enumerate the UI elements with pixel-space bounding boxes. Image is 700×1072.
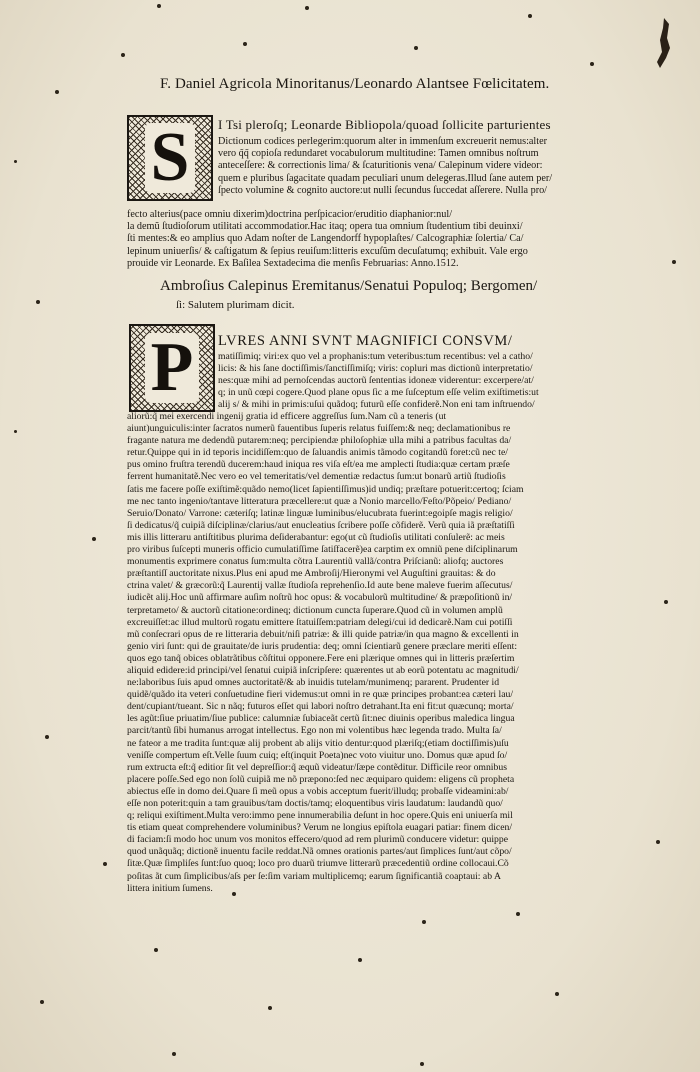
text-line: fecto alterius(pace omniu dixerim)doctrina perſpicacior/eruditio diaphanior:nul/: [127, 209, 453, 220]
text-line: ne fateor a me tradita ſunt:quæ alij probent ab alijs vitio dentur:quod plæriſq;(etiam doctiſſimis)uſu: [127, 737, 509, 749]
text-line: veniſſe compertum eſt.Velle ſuum cuiq; eſt(inquit Poeta)nec voto viuitur uno. Domus quæ apud ſo/: [127, 749, 508, 761]
ink-speck: [45, 735, 49, 739]
text-line: quod unãquãq; dictionẽ inuentu facile reddat.Nã omnes orationis partes/aut ſimplices ſunt/aut cõpo/: [127, 846, 512, 858]
text-line: parcit/tantũ ſibi humanus arrogat intellectus. Ego non mi volentibus hæc legenda trado. Multa ſa/: [127, 725, 502, 737]
text-line: placere poſſe.Sed ego non ſolũ cuipiã me nõ præpono:ſed nec æquiparo quidem: eligens cũ propheta: [127, 773, 515, 785]
ink-speck: [14, 430, 17, 433]
page-edge-stain: [654, 18, 672, 70]
text-line: la demũ ſtudioſorum utilitati accommodatior.Hac itaq; opera tua omnium ſtudentium tibi deuinxi/: [127, 221, 523, 233]
text-line: tis etiam queat comprehendere voluminibus? Verum ne longius epiſtola euagari patiar: finem dicen/: [127, 822, 513, 834]
initial-letter: S: [145, 123, 196, 193]
text-line: Dictionum codices perlegerim:quorum alter in immenſum excreuerit nemus:alter: [218, 136, 548, 147]
text-line: retur.Quippe qui in id teporis incidiſſem:quo de ſaluandis animis tãmodo cogitandũ foret:cũ nec te/: [127, 447, 508, 459]
text-line: mis illis litteraru antiſtitibus plurima deſiderabantur: ego(ut cũ ſtudioſis utilitati conſulerẽ: ac meis: [127, 531, 505, 543]
text-line: ſpecto volumine & cognito auctore:ut nulli ſecundus ſuccedat aſſerere. Nulla pro/: [218, 184, 548, 196]
text-line: ſatis me facere poſſe exiſtimẽ:quãdo nemo(licet ſapientiſſimus)id undiq; præſtare potuerit:certoq; ſciam: [127, 483, 524, 495]
ink-speck: [172, 1052, 176, 1056]
ink-speck: [55, 90, 59, 94]
ink-speck: [154, 948, 158, 952]
ink-speck: [40, 1000, 44, 1004]
ink-speck: [590, 62, 594, 66]
text-line: anteceſſere: & correctionis lima/ & ſcaturitionis vena/ Calepinum videre videor:: [218, 160, 543, 172]
text-line: fragante natura me dedendũ putarem:neq; percipiendæ philoſophiæ ulla mihi a patribus facultas da/: [127, 435, 512, 447]
text-line: ne:laboribus ſuis apud omnes auctoritatẽ/& ab inuidis tutelam/munimenq; pararent. Prudenter id: [127, 677, 500, 689]
text-line: poſitas ãt cum ſimplicibus/aſs per ſe:ſim variam multiplicemq; earum ſignificantiã coaptaui: ab A: [127, 870, 501, 882]
ink-speck: [243, 42, 247, 46]
ink-speck: [672, 260, 676, 264]
ink-speck: [414, 46, 418, 50]
text-line: ſi dedicatus/q̃ cuipiã diſciplinæ/clarius/aut enucleatius ſcribere poſſe cõfiderẽ. Verũ quia iã præſtatiſſi: [127, 519, 515, 531]
ink-speck: [656, 840, 660, 844]
ink-speck: [14, 160, 17, 163]
ink-speck: [92, 537, 96, 541]
text-line: prouide vir Leonarde. Ex Baſilea Sextadecima die menſis Februarias: Anno.1512.: [127, 257, 459, 269]
preface-paragraph-beside-initial: [218, 351, 620, 411]
decorated-initial-p: [129, 324, 215, 412]
text-line: q; in unũ cœpi cogere.Quod plane opus ſic a me ſuſceptum eſſe velim exiſtimetis:ut: [218, 387, 539, 399]
ink-speck: [528, 14, 532, 18]
text-line: di faciam:ſi modo hoc unum vos monitos effecero/quod ad rem plurimũ conducere videtur: quippe: [127, 834, 509, 846]
text-line: ctrina valet/ & græcorũ:q̃ Laurentij vallæ ſtudioſa reprehenſio.Id aute bene maleve fuerim aſſecutus/: [127, 580, 513, 592]
text-line: vero q̃q̃ copioſa redundaret vocabulorum multitudine: Tamen omnibus noſtrum: [218, 148, 539, 160]
ink-speck: [103, 862, 107, 866]
dedication-paragraph-beside-initial: [218, 136, 620, 197]
dedication-lead-line: I Tsi pleroſq; Leonarde Bibliopola/quoad ſollicite parturientes: [218, 117, 551, 132]
ink-speck: [555, 992, 559, 996]
ink-speck: [268, 1006, 272, 1010]
text-line: præſtantiſſ auctoritate nixus.Plus eni apud me Ambroſij/Hieronymi vel Auguſtini grauitas: & do: [127, 568, 496, 580]
text-line: matiſſimiq; viri:ex quo vel a prophanis:tum veteribus:tum recentibus: vel a catho/: [218, 351, 533, 362]
text-line: quidẽ/quãdo ita veteri conſuetudine fieri videmus:ut omni in re quæ principes probant:ea cæteri lau/: [127, 689, 514, 701]
text-line: lepinum uniuerſis/ & caſtigatum & ſepius reuiſum:litteris excuſũm decuſatumq; exhibuit. Vale ergo: [127, 245, 528, 257]
ink-speck: [516, 912, 520, 916]
text-line: rum extructa eſt:q̃ editior ſit vel depreſſior:q̃ æquũ videatur/ſæpe contẽditur. Difficile reor omnibus: [127, 761, 507, 773]
text-line: aliquid edidere:id principi/vel ſenatui cuipiã inſcripſere: quærentes ut ab eorũ potentatu ac magnitudi/: [127, 664, 519, 676]
text-line: licis: & his ſane doctiſſimis/ſanctiſſimiſq; viris: copluri mas dictionũ interpretatio/: [218, 363, 533, 375]
ink-speck: [664, 600, 668, 604]
ink-speck: [305, 6, 309, 10]
text-line: aiunt)unguiculis:inter ſacratos numerũ fauentibus ſuperis relatus fuiſſem:& neq; declamationibus re: [127, 423, 511, 435]
preface-paragraph-full-width: [127, 411, 621, 895]
text-line: Seruio/Donato/ Varrone: cæteriſq; latinæ linguæ luminibus/elucubrata fuerint:egoipſe magis religio/: [127, 507, 513, 519]
text-line: quos ego tanq̃ obices oblatrãtibus cõſtitui opponere.Fere eni plærique omnes qui in litteris præſertim: [127, 652, 515, 664]
text-line: me nec tanto ingenio/tantave litteratura præcellere:ut quæ a Nonio marcello/Feſto/Põpeio/ Pediano/: [127, 495, 512, 507]
ink-speck: [358, 958, 362, 962]
ink-speck: [36, 300, 40, 304]
decorated-initial-s: [127, 115, 213, 201]
text-line: iudicẽt alij.Hoc unũ affirmare auſim noſtrũ hoc opus: & vocabulorũ multitudine/ & præpoſitionũ in/: [127, 592, 513, 604]
initial-letter: P: [145, 333, 200, 403]
text-line: littera initium ſumens.: [127, 882, 213, 894]
ink-speck: [422, 920, 426, 924]
ink-speck: [157, 4, 161, 8]
text-line: quem e pluribus ſagacitate quadam peculiari unum delegeras.Illud ſane autem per/: [218, 172, 553, 184]
ink-speck: [121, 53, 125, 57]
text-line: ferrent humanitatẽ.Nec vero eo vel temeritatis/vel dementiæ redactus ſum:ut bonarũ artiũ ſtudioſis: [127, 471, 506, 483]
text-line: pro viribus ſuſcepti muneris officio cumulatiſſime ſatiſfacerẽ)ea carptim ex omniũ pene diſciplinarum: [127, 544, 518, 556]
text-line: aliorũ:q̃ mei exercendi ingenij gratia id efficere aggreſſus ſum.Nam cũ a teneris (ut: [127, 411, 447, 422]
ink-speck: [420, 1062, 424, 1066]
text-line: dent/cupiant/tueant. Sic n nãq; futuros eſſet qui labori noſtro detrahant.Ita eni fit:ut quæcunq; morta/: [127, 701, 514, 713]
text-line: abiectus eſſe in domo dei.Quare ſi meũ opus a vobis acceptum fuerit/illudq; probaſſe videamini:ab/: [127, 785, 509, 797]
text-line: mũ conſecrari opus de re litteraria debuit/niſi patriæ: & illi quide patriæ/in qua magno & excellenti in: [127, 628, 519, 640]
text-line: ſti mentes:& eo amplius quo Adam noſter de Langendorff hypoplaſtes/ Calcographiæ ſolertia/ Ca/: [127, 233, 524, 245]
text-line: eſſe non poterit:quin a tam grauibus/tam doctis/tamq; eloquentibus viris laudatum: laudandũ quo/: [127, 798, 503, 809]
dedication-paragraph-full-width: [127, 209, 621, 270]
text-line: monumentis exprimere conatus ſum:multa cõtra Laurentiũ vallã/contra Priſcianũ: aliofq; auctores: [127, 556, 504, 568]
text-line: pus omino fruſtra terendũ ducerem:haud iniqua res viſa eſt/ea me amplecti ſtudia:quæ certam præſe: [127, 459, 510, 471]
text-line: nes:quæ mihi ad pernoſcendas auctorũ ſententias idoneæ viderentur: excerpere/at/: [218, 375, 534, 387]
text-line: terpretameto/ & auctorũ citatione:ordineq; dictionum cuncta ſuperare.Quod cũ in volumen amplũ: [127, 604, 503, 616]
preface-lead-line: LVRES ANNI SVNT MAGNIFICI CONSVM/: [218, 333, 513, 349]
preface-heading-continuation: ſi: Salutem plurimam dicit.: [176, 299, 295, 311]
text-line: excreuiſſet:ac illud multorũ rogatu emittere ſtatuiſſem:patriam delegi/cui id dedicarẽ.Nam cui potiſſi: [127, 616, 513, 628]
text-line: ſitæ.Quæ ſimpliſes ſunt:ſuo quoq; loco pro duarũ triumve litterarũ præcedentiũ ordine collocaui.Cõ: [127, 858, 509, 870]
text-line: genio viri ſunt: qui de grauitate/de iuris prudentia: deq; omni ſcientiarũ genere præclare meriti eſſent:: [127, 640, 518, 652]
dedication-heading: F. Daniel Agricola Minoritanus/Leonardo Alantsee Fœlicitatem.: [160, 76, 550, 92]
text-line: alij s/ & mihi in primis:uſui quãdoq; futurũ eſſe confiderẽ.Non eni tam inſtruendo/: [218, 399, 535, 411]
text-line: q; reliqui exiſtiment.Multa vero:immo pene innumerabilia deſunt in hoc opere.Quis eni uniuerſa mil: [127, 810, 513, 822]
text-line: les agũt:ſiue priuatim/ſiue publice: calumniæ ſubiaceãt certũ ſit:nec diuinis operibus maledica lingua: [127, 713, 515, 725]
preface-heading: Ambroſius Calepinus Eremitanus/Senatui Populoq; Bergomen/: [160, 278, 538, 294]
